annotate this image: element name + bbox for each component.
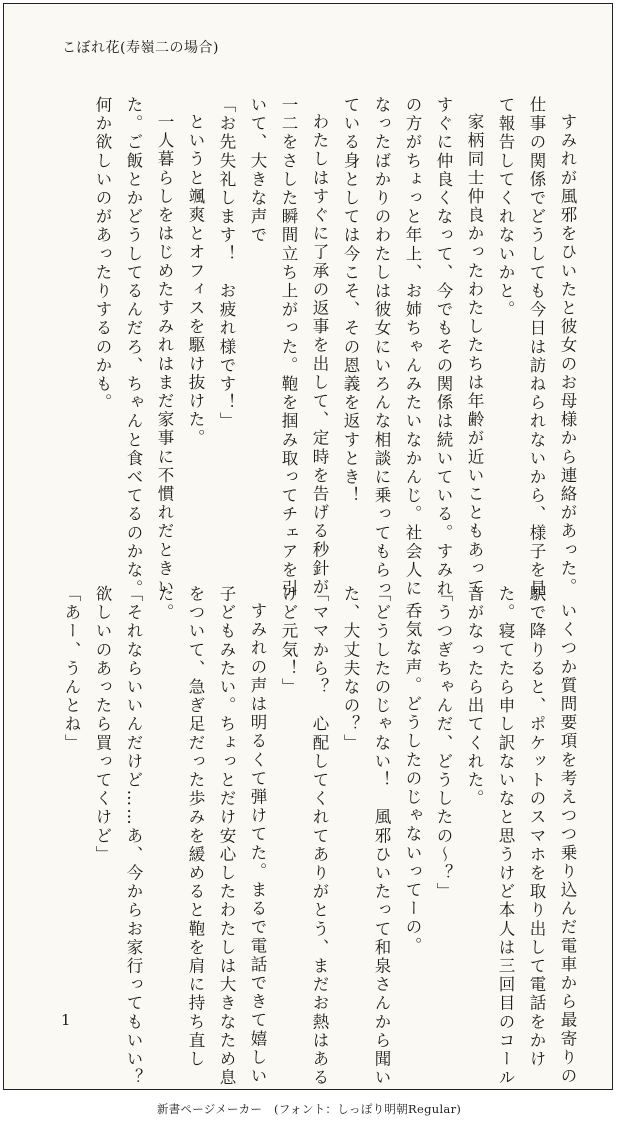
paragraph: 一人暮らしをはじめたすみれはまだ家事に不慣れだときいた。ご飯とかどうしてるんだろ、ちゃんと食べてるのかな。何か欲しいのがあったりするのかも。 [93, 96, 174, 599]
paragraph: 家柄同士仲良かったわたしたちは年齢が近いこともあってすぐに仲良くなって、今でもその関係は続いている。すみれの方がちょっと年上、お姉ちゃんみたいなかんじ。社会人になったばかりのわたしは彼女にいろんな相談に乗ってもらっている身としては今こそ、その恩義を返すとき！ [341, 96, 484, 599]
paragraph: というと颯爽とオフィスを駆け抜けた。 [186, 112, 205, 448]
paragraph: わたしはすぐに了承の返事を出して、定時を告げる秒針が一二をさした瞬間立ち上がった。鞄を掴み取ってチェアを引いて、大きな声で [248, 96, 329, 599]
paragraph: いくつか質問要項を考えつつ乗り込んだ電車から最寄りの駅で降りると、ポケットのスマホを取り出して電話をかけた。寝てたら申し訳ないなと思うけど本人は三回目のコール音がなったら出てくれた。 [465, 585, 577, 1088]
book-page [3, 3, 613, 1106]
upper-text-column [93, 96, 583, 606]
page-number: 1 [61, 1011, 71, 1029]
paragraph: 「あー、うんとね」 [62, 585, 81, 753]
running-head-title: こぼれ花(寿嶺二の場合) [62, 40, 219, 56]
paragraph: すみれが風邪をひいたと彼女のお母様から連絡があった。仕事の関係でどうしても今日は訪ねられないから、様子を見て報告してくれないかと。 [496, 96, 577, 599]
paragraph: 「お先失礼します！ お疲れ様です！」 [217, 96, 236, 431]
paragraph: 「うつぎちゃんだ、どうしたの〜？」 [434, 585, 453, 902]
footer-caption: 新書ページメーカー (フォント：しっぽり明朝Regular) [156, 1102, 462, 1116]
paragraph: 呑気な声。どうしたのじゃないってーの。 [403, 601, 422, 955]
paragraph: 「ママから？ 心配してくれてありがとう、まだお熱はあるけど元気！」 [279, 585, 329, 1088]
paragraph: すみれの声は明るくて弾けてた。まるで電話できて嬉しい子どもみたい。ちょっとだけ安心したわたしは大きなため息をついて、急ぎ足だった歩みを緩めると鞄を肩に持ち直した。 [155, 585, 267, 1088]
paragraph: 「どうしたのじゃない！ 風邪ひいたって和泉さんから聞いた、大丈夫なの？」 [341, 585, 391, 1088]
lower-text-column [62, 585, 583, 1106]
paragraph: 「それならいいんだけど……あ、今からお家行ってもいい？ 欲しいのあったら買ってくけど」 [93, 585, 143, 1106]
